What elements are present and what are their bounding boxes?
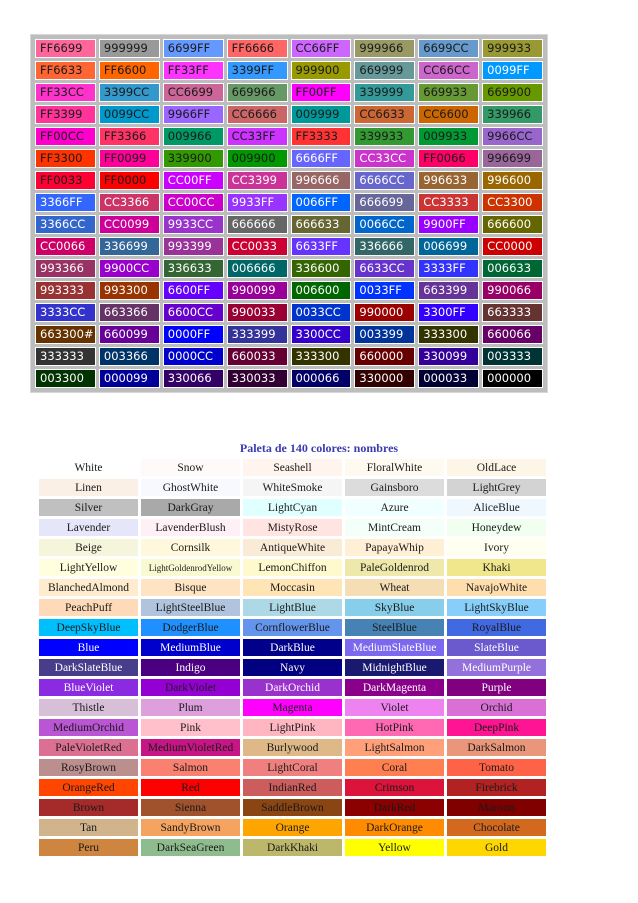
named-color-row (38, 578, 547, 597)
hex-color-cell: 990066 (482, 281, 543, 300)
hex-color-cell: 999900 (291, 61, 352, 80)
hex-color-cell: FF0000 (99, 171, 160, 190)
named-color-row (38, 658, 547, 677)
named-color-cell: MediumBlue (140, 638, 241, 657)
hex-color-cell: 000033 (418, 369, 479, 388)
hex-color-cell: 3366FF (35, 193, 96, 212)
hex-color-cell: 996666 (291, 171, 352, 190)
named-color-row (38, 458, 547, 477)
named-color-cell: IndianRed (242, 778, 343, 797)
hex-color-cell: 006600 (291, 281, 352, 300)
hex-color-cell: FF0066 (418, 149, 479, 168)
named-color-cell: Wheat (344, 578, 445, 597)
named-color-cell: SandyBrown (140, 818, 241, 837)
hex-color-cell: 0000CC (163, 347, 224, 366)
named-color-cell: PaleVioletRed (38, 738, 139, 757)
named-color-cell: Maroon (446, 798, 547, 817)
hex-color-cell: 333333 (35, 347, 96, 366)
hex-color-cell: FF0099 (99, 149, 160, 168)
hex-color-cell: 6699CC (418, 39, 479, 58)
hex-color-cell: CC6699 (163, 83, 224, 102)
named-color-cell: LightCyan (242, 498, 343, 517)
hex-color-cell: 3300CC (291, 325, 352, 344)
hex-color-cell: 0066FF (291, 193, 352, 212)
hex-color-cell: 990033 (227, 303, 288, 322)
hex-color-cell: 996600 (482, 171, 543, 190)
named-color-cell: MidnightBlue (344, 658, 445, 677)
hex-color-cell: 9966CC (482, 127, 543, 146)
named-color-cell: Honeydew (446, 518, 547, 537)
hex-color-cell: FF3366 (99, 127, 160, 146)
named-color-row (38, 778, 547, 797)
hex-color-cell: 9933FF (227, 193, 288, 212)
hex-color-cell: 993300 (99, 281, 160, 300)
named-color-cell: MistyRose (242, 518, 343, 537)
hex-color-cell: CC00CC (163, 193, 224, 212)
hex-color-cell: 0099CC (99, 105, 160, 124)
named-color-cell: SteelBlue (344, 618, 445, 637)
hex-color-cell: 6600FF (163, 281, 224, 300)
hex-color-cell: 666666 (227, 215, 288, 234)
named-color-row (38, 498, 547, 517)
hex-color-cell: 009966 (163, 127, 224, 146)
named-color-cell: Gainsboro (344, 478, 445, 497)
hex-color-cell: 009999 (291, 105, 352, 124)
hex-color-cell: 006666 (227, 259, 288, 278)
named-color-cell: Pink (140, 718, 241, 737)
named-color-cell: LightYellow (38, 558, 139, 577)
named-color-cell: Peru (38, 838, 139, 857)
named-color-row (38, 558, 547, 577)
hex-color-cell: 0099FF (482, 61, 543, 80)
hex-color-cell: CC6666 (227, 105, 288, 124)
hex-color-cell: 663300# (35, 325, 96, 344)
hex-color-cell: FF3399 (35, 105, 96, 124)
hex-color-cell: 333300 (291, 347, 352, 366)
named-color-cell: Khaki (446, 558, 547, 577)
hex-color-cell: 003333 (482, 347, 543, 366)
hex-color-cell: CC33FF (227, 127, 288, 146)
hex-color-cell: CC66CC (418, 61, 479, 80)
named-color-cell: Cornsilk (140, 538, 241, 557)
hex-color-cell: 003399 (354, 325, 415, 344)
hex-color-cell: 993399 (163, 237, 224, 256)
hex-color-cell: 000000 (482, 369, 543, 388)
named-color-cell: Burlywood (242, 738, 343, 757)
named-color-cell: Azure (344, 498, 445, 517)
named-color-cell: LightGoldenrodYellow (140, 558, 241, 577)
named-color-row (38, 818, 547, 837)
hex-color-cell: 660033 (227, 347, 288, 366)
hex-color-cell: 9966FF (163, 105, 224, 124)
named-color-cell: Tan (38, 818, 139, 837)
named-color-cell: DarkOrchid (242, 678, 343, 697)
hex-color-cell: 0033CC (291, 303, 352, 322)
hex-color-cell: 333399 (227, 325, 288, 344)
hex-color-cell: FF00FF (291, 83, 352, 102)
hex-color-cell: 0033FF (354, 281, 415, 300)
named-color-cell: Firebrick (446, 778, 547, 797)
named-color-cell: MediumOrchid (38, 718, 139, 737)
named-color-cell: MintCream (344, 518, 445, 537)
hex-color-cell: 660000 (354, 347, 415, 366)
hex-color-cell: 3366CC (35, 215, 96, 234)
named-color-cell: LightGrey (446, 478, 547, 497)
hex-color-cell: 000066 (291, 369, 352, 388)
hex-color-cell: FF33FF (163, 61, 224, 80)
named-color-cell: Thistle (38, 698, 139, 717)
hex-color-cell: 003366 (99, 347, 160, 366)
named-color-cell: MediumVioletRed (140, 738, 241, 757)
named-color-cell: Orange (242, 818, 343, 837)
named-color-cell: Red (140, 778, 241, 797)
hex-color-cell: 330033 (227, 369, 288, 388)
hex-color-cell: 006633 (482, 259, 543, 278)
hex-color-cell: 3333FF (418, 259, 479, 278)
named-color-cell: DarkKhaki (242, 838, 343, 857)
named-color-cell: Gold (446, 838, 547, 857)
named-color-cell: Yellow (344, 838, 445, 857)
hex-color-cell: FF6633 (35, 61, 96, 80)
named-color-cell: LightPink (242, 718, 343, 737)
hex-color-cell: 6666FF (291, 149, 352, 168)
hex-color-cell: 339900 (163, 149, 224, 168)
hex-color-cell: 336699 (99, 237, 160, 256)
hex-color-cell: CC00FF (163, 171, 224, 190)
named-color-cell: Silver (38, 498, 139, 517)
hex-color-cell: 6633CC (354, 259, 415, 278)
named-color-cell: LemonChiffon (242, 558, 343, 577)
named-color-cell: Orchid (446, 698, 547, 717)
named-color-cell: GhostWhite (140, 478, 241, 497)
named-color-cell: NavajoWhite (446, 578, 547, 597)
named-color-cell: DarkSlateBlue (38, 658, 139, 677)
named-color-row (38, 518, 547, 537)
hex-color-cell: 339933 (354, 127, 415, 146)
hex-color-cell: CC0066 (35, 237, 96, 256)
named-color-cell: RoyalBlue (446, 618, 547, 637)
hex-color-cell: CC6633 (354, 105, 415, 124)
hex-color-cell: 9900FF (418, 215, 479, 234)
named-color-cell: Moccasin (242, 578, 343, 597)
hex-color-cell: CC0099 (99, 215, 160, 234)
hex-color-cell: 669999 (354, 61, 415, 80)
named-color-cell: DarkRed (344, 798, 445, 817)
named-color-row (38, 698, 547, 717)
hex-color-cell: CC33CC (354, 149, 415, 168)
hex-color-cell: CC6600 (418, 105, 479, 124)
named-color-cell: DarkSeaGreen (140, 838, 241, 857)
named-color-row (38, 758, 547, 777)
named-color-cell: DarkMagenta (344, 678, 445, 697)
named-color-cell: PaleGoldenrod (344, 558, 445, 577)
hex-color-cell: 669900 (482, 83, 543, 102)
named-color-cell: Sienna (140, 798, 241, 817)
named-color-cell: LavenderBlush (140, 518, 241, 537)
hex-color-cell: 3399CC (99, 83, 160, 102)
named-color-cell: WhiteSmoke (242, 478, 343, 497)
hex-color-cell: CC3366 (99, 193, 160, 212)
hex-color-cell: 999966 (354, 39, 415, 58)
hex-color-cell: CC66FF (291, 39, 352, 58)
hex-color-cell: 663399 (418, 281, 479, 300)
hex-color-cell: 990000 (354, 303, 415, 322)
named-color-cell: Salmon (140, 758, 241, 777)
named-color-cell: Beige (38, 538, 139, 557)
hex-color-cell: 669966 (227, 83, 288, 102)
named-color-cell: OrangeRed (38, 778, 139, 797)
hex-color-cell: 006699 (418, 237, 479, 256)
hex-color-cell: CC3399 (227, 171, 288, 190)
named-color-cell: OldLace (446, 458, 547, 477)
named-color-cell: SaddleBrown (242, 798, 343, 817)
named-color-cell: LightBlue (242, 598, 343, 617)
named-color-cell: MediumPurple (446, 658, 547, 677)
hex-color-cell: 993366 (35, 259, 96, 278)
named-color-cell: SlateBlue (446, 638, 547, 657)
hex-color-cell: 9933CC (163, 215, 224, 234)
hex-color-cell: CC0000 (482, 237, 543, 256)
named-color-cell: Brown (38, 798, 139, 817)
named-color-row (38, 618, 547, 637)
hex-color-cell: FF3300 (35, 149, 96, 168)
named-color-cell: SkyBlue (344, 598, 445, 617)
hex-color-cell: FF0033 (35, 171, 96, 190)
named-color-cell: PeachPuff (38, 598, 139, 617)
hex-color-cell: FF3333 (291, 127, 352, 146)
named-color-cell: DarkGray (140, 498, 241, 517)
hex-color-cell: 6600CC (163, 303, 224, 322)
hex-color-cell: 330066 (163, 369, 224, 388)
hex-color-cell: 669933 (418, 83, 479, 102)
hex-color-cell: 330000 (354, 369, 415, 388)
hex-color-cell: 3300FF (418, 303, 479, 322)
hex-color-cell: 336633 (163, 259, 224, 278)
named-color-row (38, 598, 547, 617)
hex-color-cell: 660066 (482, 325, 543, 344)
named-color-row (38, 738, 547, 757)
hex-color-cell: 660099 (99, 325, 160, 344)
named-palette-title: Paleta de 140 colores: nombres (239, 441, 399, 455)
named-color-cell: Ivory (446, 538, 547, 557)
named-color-cell: LightCoral (242, 758, 343, 777)
named-color-cell: MediumSlateBlue (344, 638, 445, 657)
hex-color-cell: 6666CC (354, 171, 415, 190)
hex-color-cell: 666633 (291, 215, 352, 234)
named-color-cell: DarkBlue (242, 638, 343, 657)
hex-color-cell: CC3300 (482, 193, 543, 212)
named-color-row (38, 718, 547, 737)
named-color-cell: Magenta (242, 698, 343, 717)
named-color-cell: White (38, 458, 139, 477)
named-color-cell: BlueViolet (38, 678, 139, 697)
named-color-cell: Navy (242, 658, 343, 677)
named-color-cell: RosyBrown (38, 758, 139, 777)
hex-color-cell: 666699 (354, 193, 415, 212)
hex-color-cell: 999999 (99, 39, 160, 58)
hex-color-cell: 003300 (35, 369, 96, 388)
hex-color-cell: 663333 (482, 303, 543, 322)
named-color-row (38, 478, 547, 497)
named-color-cell: Coral (344, 758, 445, 777)
hex-color-cell: 6633FF (291, 237, 352, 256)
named-color-cell: Tomato (446, 758, 547, 777)
hex-color-cell: 0066CC (354, 215, 415, 234)
named-color-cell: DarkOrange (344, 818, 445, 837)
named-color-cell: PapayaWhip (344, 538, 445, 557)
named-color-cell: Violet (344, 698, 445, 717)
hex-color-cell: 339999 (354, 83, 415, 102)
hex-color-cell: FF33CC (35, 83, 96, 102)
hex-color-cell: FF6600 (99, 61, 160, 80)
named-color-cell: Seashell (242, 458, 343, 477)
hex-color-cell: 3399FF (227, 61, 288, 80)
named-color-cell: DeepPink (446, 718, 547, 737)
named-color-row (38, 678, 547, 697)
hex-color-cell: 330099 (418, 347, 479, 366)
hex-color-cell: 663366 (99, 303, 160, 322)
hex-color-cell: 666600 (482, 215, 543, 234)
hex-color-cell: 009900 (227, 149, 288, 168)
named-color-cell: Purple (446, 678, 547, 697)
hex-color-cell: 9900CC (99, 259, 160, 278)
named-color-cell: AliceBlue (446, 498, 547, 517)
named-color-cell: HotPink (344, 718, 445, 737)
named-color-cell: DeepSkyBlue (38, 618, 139, 637)
named-color-cell: AntiqueWhite (242, 538, 343, 557)
named-color-cell: Lavender (38, 518, 139, 537)
named-color-cell: Linen (38, 478, 139, 497)
named-color-cell: DarkSalmon (446, 738, 547, 757)
named-color-cell: Blue (38, 638, 139, 657)
hex-color-cell: CC0033 (227, 237, 288, 256)
named-color-row (38, 798, 547, 817)
named-color-cell: Chocolate (446, 818, 547, 837)
named-color-cell: LightSalmon (344, 738, 445, 757)
named-color-cell: Bisque (140, 578, 241, 597)
named-color-row (38, 638, 547, 657)
hex-color-cell: 339966 (482, 105, 543, 124)
hex-color-cell: 009933 (418, 127, 479, 146)
named-color-cell: BlanchedAlmond (38, 578, 139, 597)
hex-color-cell: FF00CC (35, 127, 96, 146)
hex-color-cell: 333300 (418, 325, 479, 344)
named-color-table (37, 457, 548, 858)
hex-color-cell: FF6699 (35, 39, 96, 58)
hex-color-cell: 336666 (354, 237, 415, 256)
named-color-row (38, 838, 547, 857)
hex-color-palette-grid (30, 34, 548, 393)
named-color-cell: Crimson (344, 778, 445, 797)
hex-color-cell: 990099 (227, 281, 288, 300)
named-color-cell: CornflowerBlue (242, 618, 343, 637)
hex-color-cell: 996699 (482, 149, 543, 168)
hex-color-cell: 336600 (291, 259, 352, 278)
hex-color-cell: 6699FF (163, 39, 224, 58)
named-color-cell: DodgerBlue (140, 618, 241, 637)
hex-color-cell: FF6666 (227, 39, 288, 58)
named-color-cell: LightSteelBlue (140, 598, 241, 617)
hex-color-cell: 993333 (35, 281, 96, 300)
hex-color-cell: 999933 (482, 39, 543, 58)
named-color-cell: LightSkyBlue (446, 598, 547, 617)
named-color-cell: FloralWhite (344, 458, 445, 477)
named-color-cell: Indigo (140, 658, 241, 677)
hex-color-cell: 996633 (418, 171, 479, 190)
hex-color-cell: 000099 (99, 369, 160, 388)
named-color-cell: Plum (140, 698, 241, 717)
named-color-cell: DarkViolet (140, 678, 241, 697)
hex-color-cell: 0000FF (163, 325, 224, 344)
hex-color-cell: CC3333 (418, 193, 479, 212)
hex-color-cell: 3333CC (35, 303, 96, 322)
named-color-cell: Snow (140, 458, 241, 477)
named-color-row (38, 538, 547, 557)
